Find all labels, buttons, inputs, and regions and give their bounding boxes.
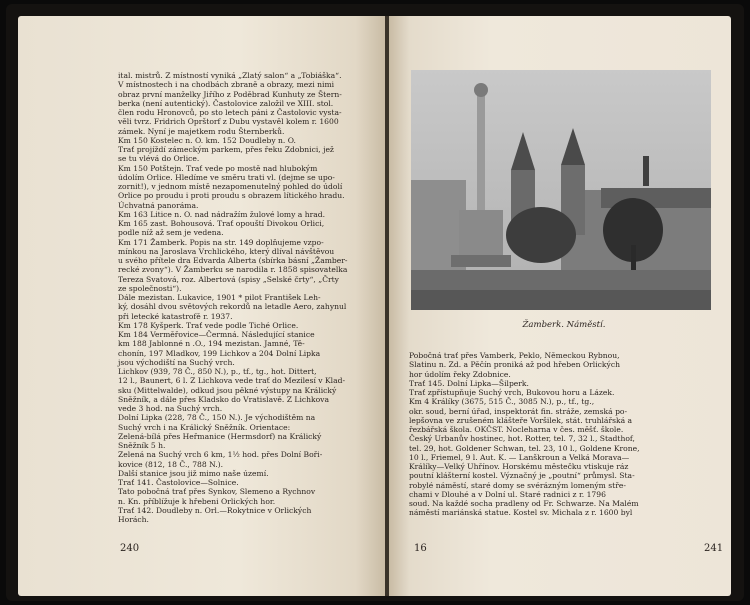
text-line: Dolní Lipka (228, 78 Č., 150 N.). Je východištěm na (118, 413, 316, 423)
text-line: mínkou na Jaroslava Vrchlického, který dlíval návštěvou (118, 246, 335, 256)
text-line: Tato pobočná trať přes Synkov, Slemeno a Rychnov (118, 487, 316, 497)
text-line: ze společnosti“). (118, 283, 182, 293)
text-line: Km 150 Potštejn. Trať vede po mostě nad hlubokým (118, 163, 318, 173)
text-line: Trať zpřístupňuje Suchý vrch, Bukovou horu a Lázek. (409, 388, 615, 397)
text-line: při letecké katastrofě r. 1937. (118, 311, 233, 321)
text-line: Km 163 Litice n. O. nad nádražím žulové lomy a hrad. (118, 209, 326, 219)
text-line: hor údolím řeky Zdobnice. (409, 369, 511, 379)
signature-mark: 16 (414, 543, 427, 554)
text-line: Lichkov (939, 78 Č., 850 N.), p., tf., tg., hot. Dittert, (118, 367, 317, 376)
text-line: Sněžník, a dále přes Kladsko do Vratislavě. Z Lichkova (118, 394, 330, 404)
text-line: chonín, 197 Mladkov, 199 Lichkov a 204 Dolní Lipka (118, 348, 321, 358)
text-line: 10 l., Friemel, 9 l. Aut. K. — Lanškroun a Velká Morava— (409, 452, 630, 462)
text-line: Trať 142. Doudleby n. Orl.—Rokytnice v Orlických (118, 505, 312, 515)
zamberk-square-photo (411, 70, 711, 310)
text-line: ký, dosáhl dvou světových rekordů na letadle Aero, zahynul (118, 302, 347, 312)
text-line: Zelená-bílá přes Heřmanice (Hermsdorf) na Králický (118, 431, 322, 441)
text-line: jsou východiští na Suchý vrch. (118, 357, 235, 367)
photo-caption: Žamberk. Náměstí. (522, 320, 606, 330)
right-page-text (409, 351, 729, 518)
text-line: se tu vlévá do Orlice. (118, 154, 200, 164)
text-line: ital. mistrů. Z místností vyniká „Zlatý salon“ a „Tobiáška“. (118, 71, 342, 80)
text-line: zornit!), v jednom místě nezapomenutelný pohled do údolí (118, 182, 343, 191)
left-page (18, 16, 385, 596)
text-line: Trať projíždí zámeckým parkem, přes řeku Zdobnici, jež (118, 145, 334, 154)
text-line: okr. soud, berní úřad, inspektorát fin. stráže, zemská po- (409, 406, 628, 416)
text-line: kovice (812, 18 Č., 788 N.). (118, 459, 224, 469)
text-line: lepšovna ve zrušeném klášteře Voršilek, stát. truhlářská a (409, 415, 633, 425)
text-line: km 188 Jablonné n .O., 194 mezistan. Jamné, Tě- (118, 339, 305, 349)
right-page-number: 241 (704, 543, 724, 554)
text-line: řezbářská škola. OKČST. Nocleharna v čes. měšť. škole. (409, 425, 624, 434)
text-line: chami v Dlouhé a v Dolní ul. Staré radnici z r. 1796 (409, 489, 606, 499)
text-line: Zelená na Suchý vrch 6 km, 1½ hod. přes Dolní Boři- (118, 450, 323, 460)
text-line: Km 178 Kyšperk. Trať vede podle Tiché Orlice. (118, 320, 299, 330)
text-line: podle níž až sem je vedena. (118, 228, 224, 238)
text-line: člen rodu Hronovců, po sto letech páni z Častolovic vysta- (118, 108, 342, 117)
text-line: Km 165 zast. Bohousová. Trať opouští Divokou Orlici, (118, 219, 325, 228)
text-line: Úchvatná panoráma. (118, 200, 199, 210)
right-page (389, 16, 731, 596)
text-line: Tereza Svatová, roz. Albertová (spisy „Selské črty“, „Črty (118, 274, 339, 284)
left-page-text (118, 71, 380, 524)
text-line: zámek. Nyní je majetkem rodu Šternberků. (118, 126, 285, 136)
text-line: Horách. (118, 515, 149, 524)
text-line: Další stanice jsou již mimo naše území. (118, 468, 269, 478)
open-book (6, 4, 744, 601)
text-line: berka (není autentický). Častolovice založil ve XIII. stol. (118, 98, 334, 108)
text-line: 12 l., Baunert, 6 l. Z Lichkova vede trať do Mezilesí v Klad- (118, 376, 346, 386)
text-line: robylé náměstí, staré domy se svérázným lomeným stře- (409, 480, 626, 490)
text-line: Km 4 Králíky (3675, 515 Č., 3085 N.), p., tf., tg., (409, 397, 595, 407)
text-line: obraz první manželky Jiřího z Poděbrad Kunhuty ze Štern- (118, 89, 342, 99)
text-line: údolím Orlice. Hledíme ve směru trati vl. (dejme se upo- (118, 172, 335, 182)
text-line: Králíky—Velký Uhřínov. Horskému městečku vtiskuje ráz (409, 462, 629, 471)
text-line: Slatinu n. Zd. a Pěčín proniká až pod hřeben Orlických (409, 360, 620, 370)
text-line: Trať 145. Dolní Lipka—Šilperk. (409, 378, 529, 388)
text-line: recké zvony“). V Žamberku se narodila r. 1858 spisovatelka (118, 265, 348, 275)
text-line: náměstí mariánská statue. Kostel sv. Michala z r. 1600 byl (409, 508, 633, 518)
text-line: Suchý vrch i na Králický Sněžník. Orientace: (118, 422, 291, 432)
text-line: V místnostech i na chodbách zbraně a obrazy, mezi nimi (118, 80, 335, 90)
text-line: n. Kn. příblížuje k hřebeni Orlických hor. (118, 496, 276, 506)
text-line: poutní klášterní kostel. Význačný je „poutní“ průmysl. Sta- (409, 471, 635, 481)
text-line: tel. 29, hot. Goldener Schwan, tel. 23, 10 l., Goldene Krone, (409, 443, 640, 453)
text-line: Km 184 Verměřovice—Čermná. Následující stanice (118, 330, 315, 339)
text-line: Dále mezistan. Lukavice, 1901 * pilot František Leh- (118, 293, 321, 302)
text-line: Trať 141. Častolovice—Solnice. (118, 478, 239, 487)
text-line: Český Urbanův hostinec, hot. Rotter, tel. 7, 32 l., Stadthof, (409, 434, 635, 444)
left-page-number: 240 (120, 543, 140, 554)
text-line: Sněžník 5 h. (118, 441, 166, 450)
text-line: u svého přítele dra Edvarda Alberta (sbírka básní „Žamber- (118, 256, 348, 265)
text-line: Km 150 Kostelec n. O. km. 152 Doudleby n. O. (118, 135, 296, 145)
text-line: sku (Mittelwalde), odkud jsou pěkné výstupy na Králický (118, 385, 337, 395)
text-line: Km 171 Žamberk. Popis na str. 149 doplňujeme vzpo- (118, 237, 324, 247)
text-line: vede 3 hod. na Suchý vrch. (118, 404, 223, 413)
text-line: soud. Na každé socha pradleny od Fr. Schwarze. Na Malém (409, 499, 639, 508)
text-line: Orlice po proudu i proti proudu s obrazem lítického hradu. (118, 191, 345, 201)
text-line: Pobočná trať přes Vamberk, Peklo, Německou Rybnou, (409, 351, 620, 360)
text-line: věli tvrz. Fridrich Oprštorf z Dubu vystavěl kolem r. 1600 (118, 117, 339, 127)
